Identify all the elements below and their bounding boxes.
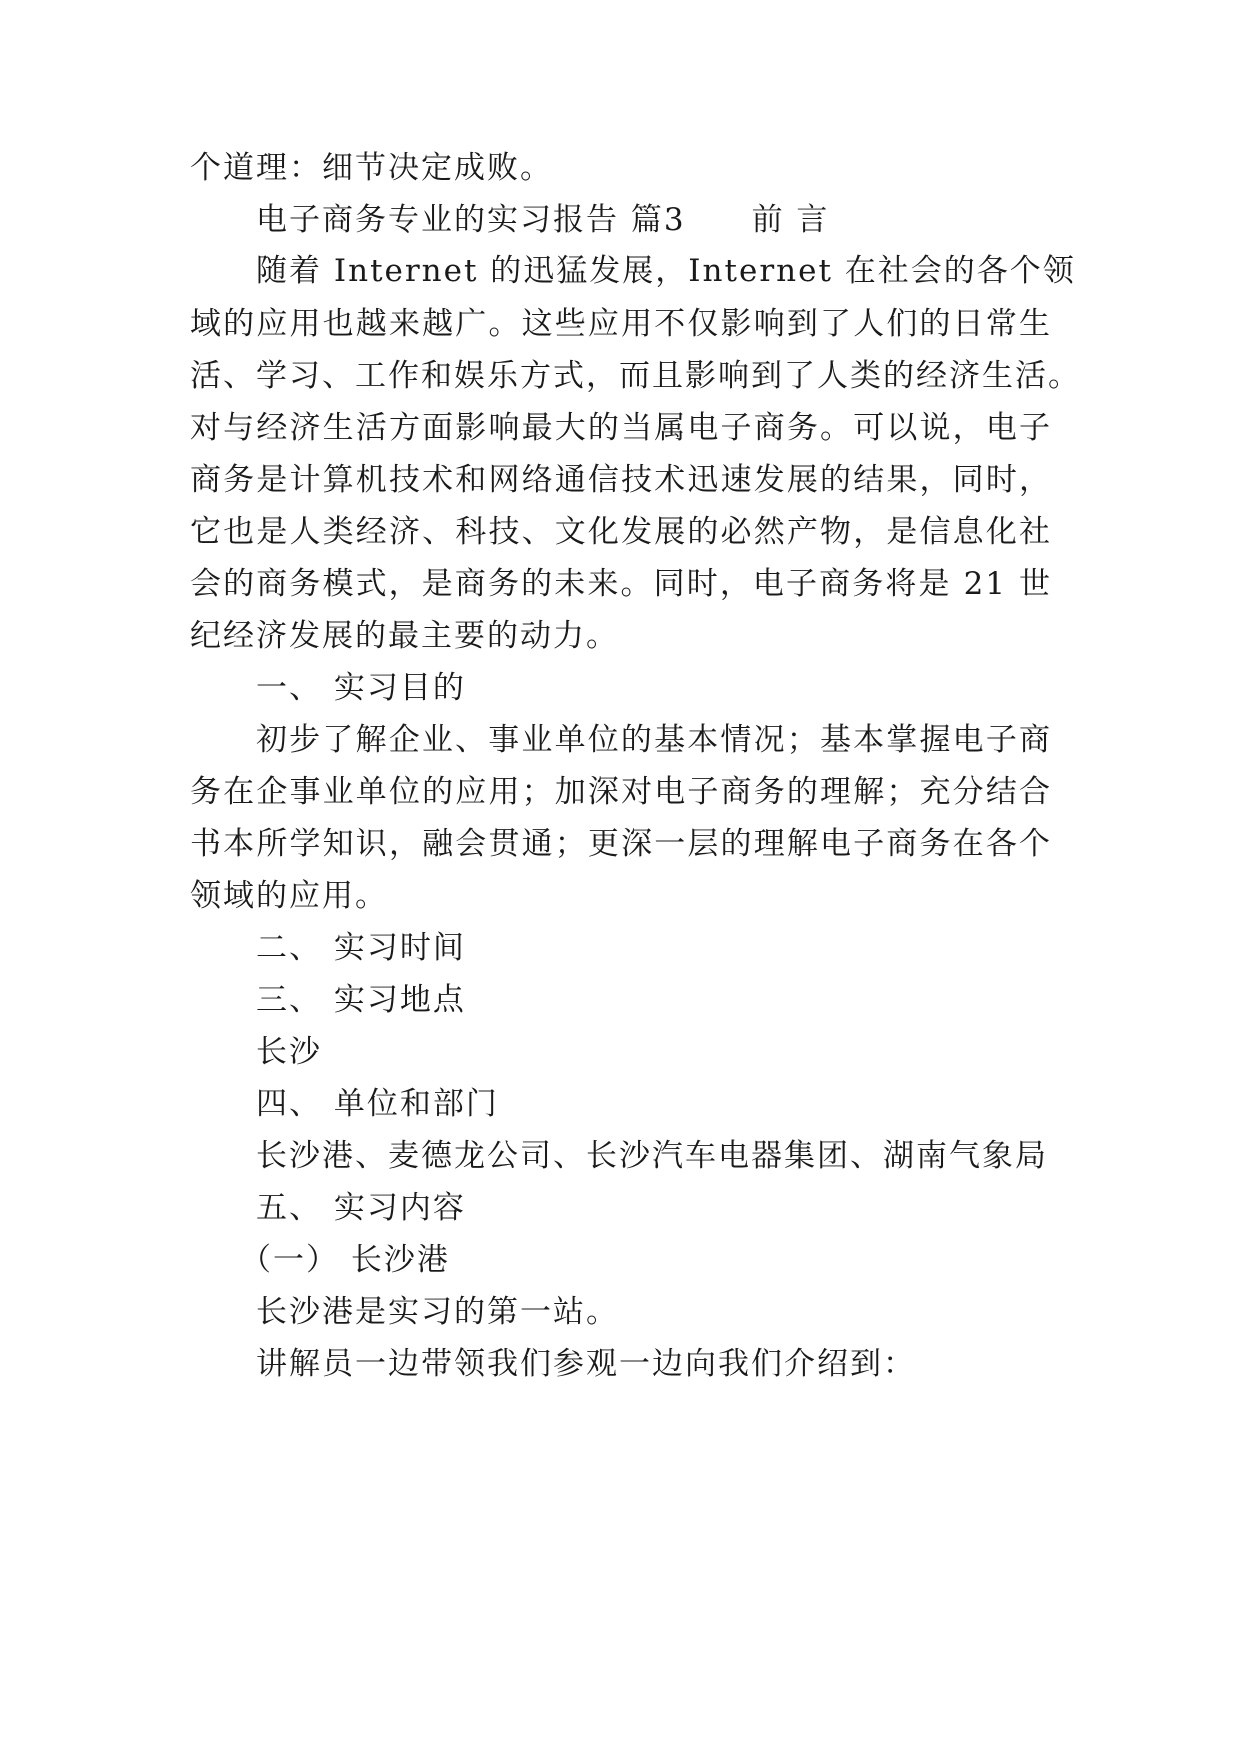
paragraph-line: 长沙港、麦德龙公司、长沙汽车电器集团、湖南气象局 (256, 1138, 1048, 1174)
paragraph-line: 长沙港是实习的第一站。 (256, 1294, 619, 1330)
paragraph-line: 长沙 (256, 1034, 322, 1070)
paragraph-line: 会的商务模式，是商务的未来。同时，电子商务将是 21 世 (190, 566, 1052, 602)
paragraph-line: 讲解员一边带领我们参观一边向我们介绍到： (256, 1346, 916, 1382)
paragraph-line: 纪经济发展的最主要的动力。 (190, 618, 619, 654)
section-heading: 电子商务专业的实习报告 篇3 前 言 (256, 202, 830, 238)
text-line: 个道理：细节决定成败。 (190, 150, 553, 186)
paragraph-line: 商务是计算机技术和网络通信技术迅速发展的结果，同时， (190, 462, 1052, 498)
paragraph-line: 对与经济生活方面影响最大的当属电子商务。可以说，电子 (190, 410, 1052, 446)
section-heading: 三、 实习地点 (256, 982, 466, 1018)
subsection-heading: （一） 长沙港 (240, 1242, 450, 1278)
section-heading: 一、 实习目的 (256, 670, 466, 706)
paragraph-line: 它也是人类经济、科技、文化发展的必然产物，是信息化社 (190, 514, 1052, 550)
section-heading: 四、 单位和部门 (256, 1086, 499, 1122)
paragraph-line: 领域的应用。 (190, 878, 388, 914)
paragraph-line: 域的应用也越来越广。这些应用不仅影响到了人们的日常生 (190, 306, 1052, 342)
paragraph-line: 书本所学知识，融会贯通；更深一层的理解电子商务在各个 (190, 826, 1052, 862)
paragraph-line: 初步了解企业、事业单位的基本情况；基本掌握电子商 (256, 722, 1052, 758)
section-heading: 二、 实习时间 (256, 930, 466, 966)
section-heading: 五、 实习内容 (256, 1190, 466, 1226)
paragraph-line: 活、学习、工作和娱乐方式，而且影响到了人类的经济生活。 (190, 358, 1081, 394)
paragraph-line: 务在企事业单位的应用；加深对电子商务的理解；充分结合 (190, 774, 1052, 810)
paragraph-line: 随着 Internet 的迅猛发展，Internet 在社会的各个领 (256, 253, 1076, 289)
